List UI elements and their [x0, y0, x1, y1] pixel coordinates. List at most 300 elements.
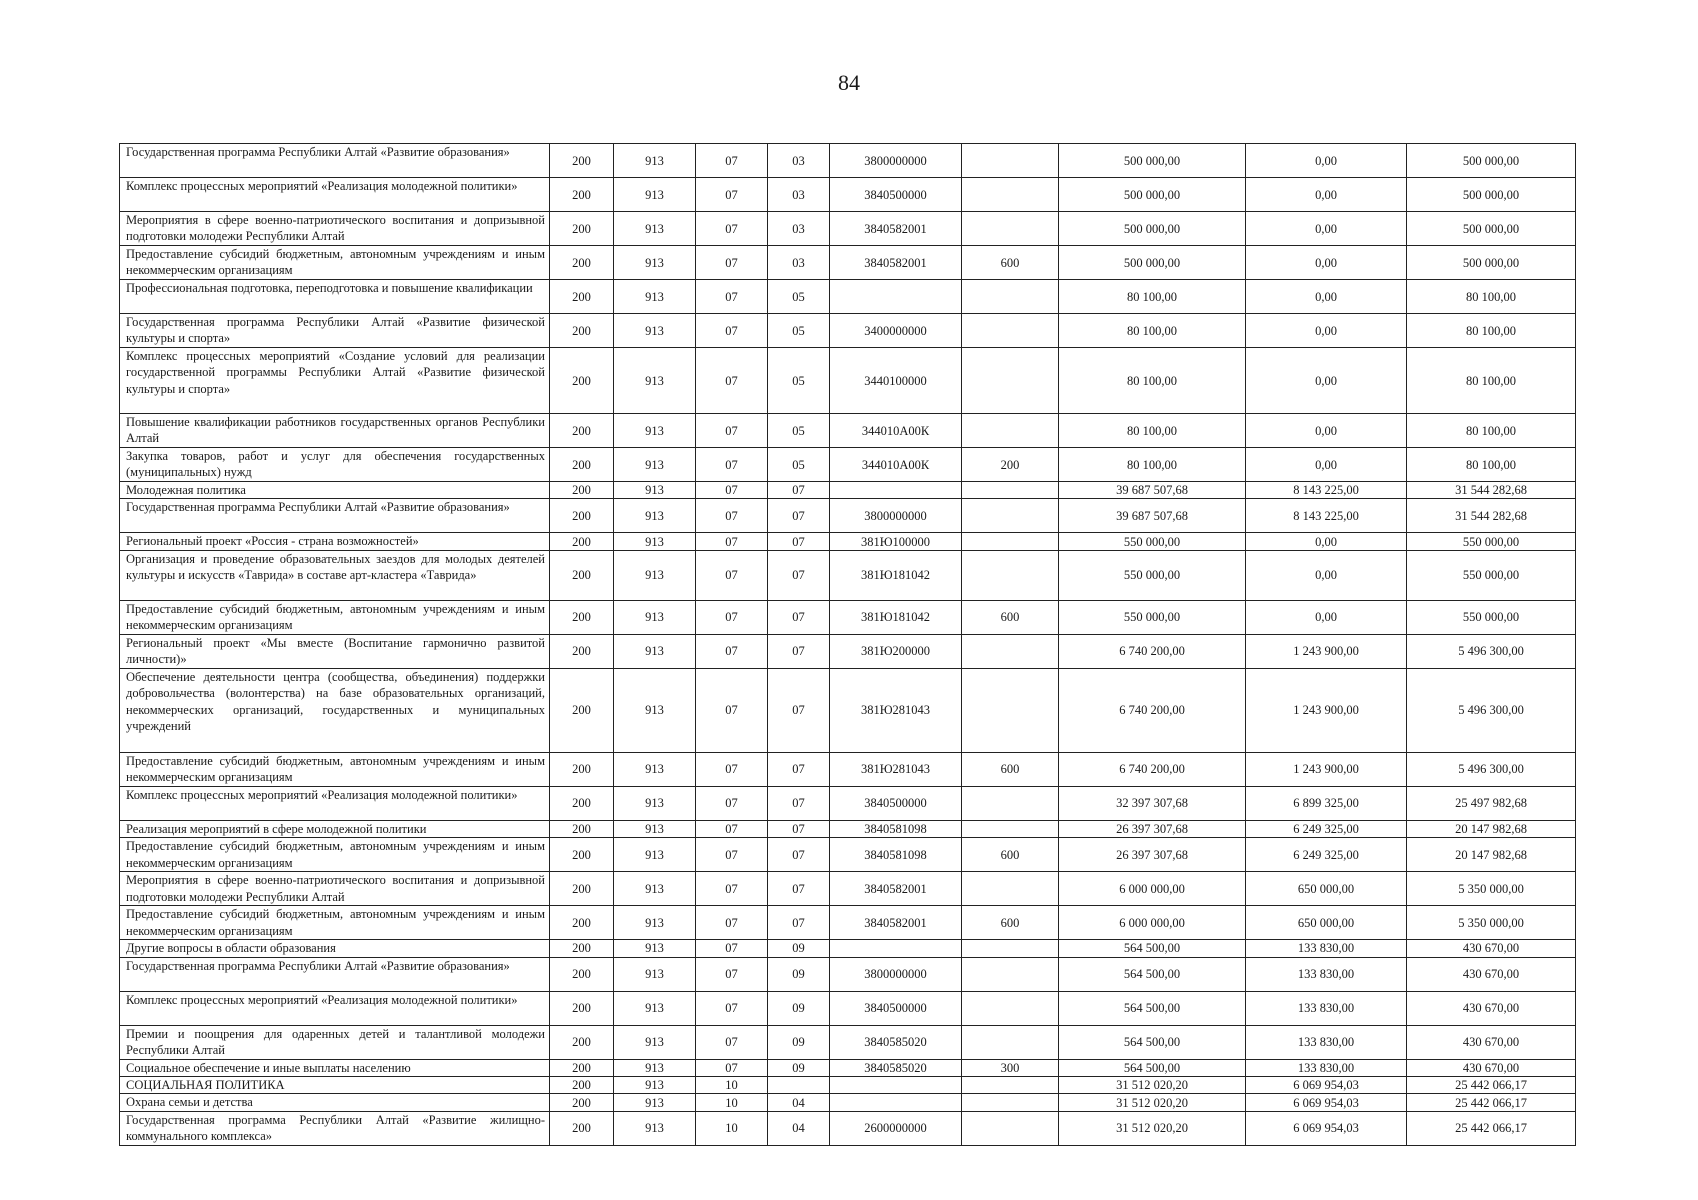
- section-code-cell: 200: [550, 348, 614, 414]
- total-amount-cell: 500 000,00: [1059, 144, 1246, 178]
- ministry-code-cell: 913: [614, 314, 696, 348]
- table-row: [120, 533, 1576, 550]
- regional-amount-cell: 430 670,00: [1407, 1059, 1576, 1076]
- expense-type-cell: [962, 820, 1059, 837]
- chapter-code-cell: 10: [696, 1111, 768, 1145]
- target-article-cell: [830, 482, 962, 499]
- expense-type-cell: [962, 212, 1059, 246]
- table-row: [120, 499, 1576, 533]
- target-article-cell: 381Ю100000: [830, 533, 962, 550]
- total-amount-cell: 6 740 200,00: [1059, 634, 1246, 668]
- table-row: [120, 838, 1576, 872]
- chapter-code-cell: 07: [696, 212, 768, 246]
- table-row: [120, 178, 1576, 212]
- regional-amount-cell: 500 000,00: [1407, 178, 1576, 212]
- expense-type-cell: 600: [962, 246, 1059, 280]
- total-amount-cell: 80 100,00: [1059, 448, 1246, 482]
- chapter-code-cell: 07: [696, 499, 768, 533]
- subsection-code-cell: 07: [768, 906, 830, 940]
- section-code-cell: 200: [550, 499, 614, 533]
- subsection-code-cell: 07: [768, 786, 830, 820]
- row-name-cell: Предоставление субсидий бюджетным, автономным учреждениям и иным некоммерческим организациям: [120, 600, 550, 634]
- subsection-code-cell: 07: [768, 634, 830, 668]
- chapter-code-cell: 07: [696, 786, 768, 820]
- row-name-cell: Другие вопросы в области образования: [120, 940, 550, 957]
- row-name-cell: Мероприятия в сфере военно-патриотического воспитания и допризывной подготовки молодежи Республики Алтай: [120, 212, 550, 246]
- row-name-cell: Региональный проект «Россия - страна возможностей»: [120, 533, 550, 550]
- federal-amount-cell: 0,00: [1246, 448, 1407, 482]
- target-article-cell: 3840500000: [830, 178, 962, 212]
- subsection-code-cell: 09: [768, 957, 830, 991]
- regional-amount-cell: 500 000,00: [1407, 144, 1576, 178]
- chapter-code-cell: 07: [696, 600, 768, 634]
- regional-amount-cell: 550 000,00: [1407, 600, 1576, 634]
- federal-amount-cell: 6 069 954,03: [1246, 1094, 1407, 1111]
- row-name-cell: Государственная программа Республики Алтай «Развитие образования»: [120, 144, 550, 178]
- table-row: [120, 348, 1576, 414]
- expense-type-cell: [962, 499, 1059, 533]
- section-code-cell: 200: [550, 414, 614, 448]
- chapter-code-cell: 07: [696, 957, 768, 991]
- chapter-code-cell: 07: [696, 634, 768, 668]
- ministry-code-cell: 913: [614, 838, 696, 872]
- regional-amount-cell: 25 442 066,17: [1407, 1111, 1576, 1145]
- subsection-code-cell: 09: [768, 1059, 830, 1076]
- chapter-code-cell: 07: [696, 448, 768, 482]
- regional-amount-cell: 25 497 982,68: [1407, 786, 1576, 820]
- row-name-cell: Предоставление субсидий бюджетным, автономным учреждениям и иным некоммерческим организациям: [120, 752, 550, 786]
- federal-amount-cell: 133 830,00: [1246, 991, 1407, 1025]
- row-name-cell: Комплекс процессных мероприятий «Реализация молодежной политики»: [120, 178, 550, 212]
- subsection-code-cell: 03: [768, 212, 830, 246]
- federal-amount-cell: 133 830,00: [1246, 957, 1407, 991]
- regional-amount-cell: 500 000,00: [1407, 246, 1576, 280]
- federal-amount-cell: 1 243 900,00: [1246, 668, 1407, 752]
- target-article-cell: 3840582001: [830, 906, 962, 940]
- chapter-code-cell: 07: [696, 906, 768, 940]
- federal-amount-cell: 6 069 954,03: [1246, 1077, 1407, 1094]
- federal-amount-cell: 0,00: [1246, 414, 1407, 448]
- regional-amount-cell: 80 100,00: [1407, 348, 1576, 414]
- row-name-cell: Региональный проект «Мы вместе (Воспитание гармонично развитой личности)»: [120, 634, 550, 668]
- row-name-cell: Повышение квалификации работников государственных органов Республики Алтай: [120, 414, 550, 448]
- total-amount-cell: 26 397 307,68: [1059, 838, 1246, 872]
- total-amount-cell: 6 740 200,00: [1059, 668, 1246, 752]
- total-amount-cell: 500 000,00: [1059, 178, 1246, 212]
- table-body: [120, 144, 1576, 1146]
- expense-type-cell: [962, 1077, 1059, 1094]
- section-code-cell: 200: [550, 906, 614, 940]
- row-name-cell: Комплекс процессных мероприятий «Создание условий для реализации государственной программы Республики Алтай «Развитие физической культуры и спорта»: [120, 348, 550, 414]
- expense-type-cell: [962, 786, 1059, 820]
- section-code-cell: 200: [550, 838, 614, 872]
- ministry-code-cell: 913: [614, 940, 696, 957]
- expense-type-cell: 600: [962, 600, 1059, 634]
- table-row: [120, 752, 1576, 786]
- federal-amount-cell: 133 830,00: [1246, 1059, 1407, 1076]
- chapter-code-cell: 07: [696, 533, 768, 550]
- expense-type-cell: [962, 957, 1059, 991]
- expense-type-cell: [962, 940, 1059, 957]
- section-code-cell: 200: [550, 600, 614, 634]
- table-row: [120, 482, 1576, 499]
- table-row: [120, 786, 1576, 820]
- total-amount-cell: 550 000,00: [1059, 550, 1246, 600]
- regional-amount-cell: 5 350 000,00: [1407, 872, 1576, 906]
- table-row: [120, 600, 1576, 634]
- expense-type-cell: [962, 348, 1059, 414]
- federal-amount-cell: 8 143 225,00: [1246, 499, 1407, 533]
- subsection-code-cell: 07: [768, 533, 830, 550]
- table-row: [120, 212, 1576, 246]
- target-article-cell: [830, 280, 962, 314]
- federal-amount-cell: 0,00: [1246, 314, 1407, 348]
- ministry-code-cell: 913: [614, 246, 696, 280]
- table-row: [120, 414, 1576, 448]
- target-article-cell: 3840582001: [830, 246, 962, 280]
- chapter-code-cell: 07: [696, 550, 768, 600]
- ministry-code-cell: 913: [614, 668, 696, 752]
- federal-amount-cell: 133 830,00: [1246, 940, 1407, 957]
- subsection-code-cell: 05: [768, 280, 830, 314]
- expense-type-cell: [962, 550, 1059, 600]
- table-row: [120, 1059, 1576, 1076]
- ministry-code-cell: 913: [614, 178, 696, 212]
- subsection-code-cell: 03: [768, 246, 830, 280]
- ministry-code-cell: 913: [614, 1111, 696, 1145]
- expense-type-cell: [962, 533, 1059, 550]
- expense-type-cell: 600: [962, 752, 1059, 786]
- total-amount-cell: 26 397 307,68: [1059, 820, 1246, 837]
- section-code-cell: 200: [550, 957, 614, 991]
- target-article-cell: 381Ю181042: [830, 550, 962, 600]
- ministry-code-cell: 913: [614, 786, 696, 820]
- section-code-cell: 200: [550, 634, 614, 668]
- section-code-cell: 200: [550, 1111, 614, 1145]
- chapter-code-cell: 10: [696, 1077, 768, 1094]
- total-amount-cell: 80 100,00: [1059, 314, 1246, 348]
- row-name-cell: Обеспечение деятельности центра (сообщества, объединения) поддержки добровольчества (волонтерства) на базе образовательных организаций, некоммерческих организаций, государственных и муниципальных учреждений: [120, 668, 550, 752]
- section-code-cell: 200: [550, 144, 614, 178]
- table-row: [120, 906, 1576, 940]
- expense-type-cell: 600: [962, 906, 1059, 940]
- expense-type-cell: [962, 414, 1059, 448]
- section-code-cell: 200: [550, 212, 614, 246]
- expense-type-cell: [962, 482, 1059, 499]
- subsection-code-cell: 07: [768, 820, 830, 837]
- row-name-cell: Премии и поощрения для одаренных детей и талантливой молодежи Республики Алтай: [120, 1025, 550, 1059]
- row-name-cell: Комплекс процессных мероприятий «Реализация молодежной политики»: [120, 786, 550, 820]
- chapter-code-cell: 07: [696, 482, 768, 499]
- ministry-code-cell: 913: [614, 482, 696, 499]
- chapter-code-cell: 07: [696, 668, 768, 752]
- chapter-code-cell: 07: [696, 752, 768, 786]
- regional-amount-cell: 5 496 300,00: [1407, 634, 1576, 668]
- total-amount-cell: 550 000,00: [1059, 600, 1246, 634]
- regional-amount-cell: 430 670,00: [1407, 991, 1576, 1025]
- total-amount-cell: 564 500,00: [1059, 1059, 1246, 1076]
- target-article-cell: 381Ю281043: [830, 752, 962, 786]
- table-row: [120, 634, 1576, 668]
- expense-type-cell: [962, 314, 1059, 348]
- target-article-cell: [830, 1077, 962, 1094]
- ministry-code-cell: 913: [614, 1059, 696, 1076]
- chapter-code-cell: 07: [696, 144, 768, 178]
- table-row: [120, 246, 1576, 280]
- section-code-cell: 200: [550, 820, 614, 837]
- row-name-cell: СОЦИАЛЬНАЯ ПОЛИТИКА: [120, 1077, 550, 1094]
- chapter-code-cell: 07: [696, 246, 768, 280]
- regional-amount-cell: 25 442 066,17: [1407, 1077, 1576, 1094]
- subsection-code-cell: 03: [768, 144, 830, 178]
- subsection-code-cell: 04: [768, 1094, 830, 1111]
- federal-amount-cell: 133 830,00: [1246, 1025, 1407, 1059]
- federal-amount-cell: 0,00: [1246, 348, 1407, 414]
- section-code-cell: 200: [550, 872, 614, 906]
- total-amount-cell: 39 687 507,68: [1059, 482, 1246, 499]
- target-article-cell: 3800000000: [830, 144, 962, 178]
- target-article-cell: 2600000000: [830, 1111, 962, 1145]
- chapter-code-cell: 07: [696, 1059, 768, 1076]
- target-article-cell: 3400000000: [830, 314, 962, 348]
- federal-amount-cell: 0,00: [1246, 550, 1407, 600]
- federal-amount-cell: 650 000,00: [1246, 872, 1407, 906]
- table-row: [120, 957, 1576, 991]
- ministry-code-cell: 913: [614, 872, 696, 906]
- target-article-cell: 344010А00К: [830, 414, 962, 448]
- chapter-code-cell: 07: [696, 940, 768, 957]
- subsection-code-cell: 07: [768, 600, 830, 634]
- target-article-cell: 3840581098: [830, 838, 962, 872]
- budget-table: [119, 143, 1576, 1146]
- row-name-cell: Государственная программа Республики Алтай «Развитие жилищно-коммунального комплекса»: [120, 1111, 550, 1145]
- total-amount-cell: 564 500,00: [1059, 991, 1246, 1025]
- federal-amount-cell: 650 000,00: [1246, 906, 1407, 940]
- expense-type-cell: [962, 668, 1059, 752]
- ministry-code-cell: 913: [614, 600, 696, 634]
- total-amount-cell: 31 512 020,20: [1059, 1077, 1246, 1094]
- regional-amount-cell: 5 350 000,00: [1407, 906, 1576, 940]
- expense-type-cell: [962, 1111, 1059, 1145]
- table-row: [120, 820, 1576, 837]
- federal-amount-cell: 6 249 325,00: [1246, 838, 1407, 872]
- total-amount-cell: 6 740 200,00: [1059, 752, 1246, 786]
- row-name-cell: Государственная программа Республики Алтай «Развитие образования»: [120, 499, 550, 533]
- ministry-code-cell: 913: [614, 414, 696, 448]
- regional-amount-cell: 20 147 982,68: [1407, 838, 1576, 872]
- table-row: [120, 448, 1576, 482]
- target-article-cell: 3800000000: [830, 957, 962, 991]
- expense-type-cell: [962, 1025, 1059, 1059]
- row-name-cell: Предоставление субсидий бюджетным, автономным учреждениям и иным некоммерческим организациям: [120, 906, 550, 940]
- table-row: [120, 1111, 1576, 1145]
- target-article-cell: 3840585020: [830, 1059, 962, 1076]
- target-article-cell: 3840500000: [830, 786, 962, 820]
- regional-amount-cell: 5 496 300,00: [1407, 752, 1576, 786]
- expense-type-cell: 600: [962, 838, 1059, 872]
- total-amount-cell: 31 512 020,20: [1059, 1111, 1246, 1145]
- section-code-cell: 200: [550, 1094, 614, 1111]
- section-code-cell: 200: [550, 482, 614, 499]
- table-row: [120, 550, 1576, 600]
- target-article-cell: 381Ю200000: [830, 634, 962, 668]
- section-code-cell: 200: [550, 280, 614, 314]
- regional-amount-cell: 80 100,00: [1407, 280, 1576, 314]
- ministry-code-cell: 913: [614, 144, 696, 178]
- federal-amount-cell: 8 143 225,00: [1246, 482, 1407, 499]
- target-article-cell: 3840582001: [830, 212, 962, 246]
- subsection-code-cell: 03: [768, 178, 830, 212]
- chapter-code-cell: 07: [696, 280, 768, 314]
- subsection-code-cell: 05: [768, 314, 830, 348]
- section-code-cell: 200: [550, 1059, 614, 1076]
- table-row: [120, 280, 1576, 314]
- target-article-cell: 3840581098: [830, 820, 962, 837]
- subsection-code-cell: 07: [768, 499, 830, 533]
- table-row: [120, 144, 1576, 178]
- row-name-cell: Комплекс процессных мероприятий «Реализация молодежной политики»: [120, 991, 550, 1025]
- section-code-cell: 200: [550, 752, 614, 786]
- page-number: 84: [838, 70, 860, 95]
- regional-amount-cell: 20 147 982,68: [1407, 820, 1576, 837]
- total-amount-cell: 6 000 000,00: [1059, 906, 1246, 940]
- ministry-code-cell: 913: [614, 448, 696, 482]
- target-article-cell: [830, 940, 962, 957]
- regional-amount-cell: 5 496 300,00: [1407, 668, 1576, 752]
- regional-amount-cell: 550 000,00: [1407, 550, 1576, 600]
- regional-amount-cell: 80 100,00: [1407, 414, 1576, 448]
- subsection-code-cell: 09: [768, 940, 830, 957]
- ministry-code-cell: 913: [614, 550, 696, 600]
- total-amount-cell: 564 500,00: [1059, 957, 1246, 991]
- section-code-cell: 200: [550, 786, 614, 820]
- subsection-code-cell: 07: [768, 872, 830, 906]
- total-amount-cell: 550 000,00: [1059, 533, 1246, 550]
- target-article-cell: 3440100000: [830, 348, 962, 414]
- subsection-code-cell: 07: [768, 482, 830, 499]
- ministry-code-cell: 913: [614, 634, 696, 668]
- table-row: [120, 1077, 1576, 1094]
- section-code-cell: 200: [550, 668, 614, 752]
- section-code-cell: 200: [550, 550, 614, 600]
- ministry-code-cell: 913: [614, 280, 696, 314]
- section-code-cell: 200: [550, 533, 614, 550]
- expense-type-cell: [962, 178, 1059, 212]
- subsection-code-cell: 07: [768, 752, 830, 786]
- target-article-cell: 381Ю281043: [830, 668, 962, 752]
- expense-type-cell: 300: [962, 1059, 1059, 1076]
- federal-amount-cell: 0,00: [1246, 600, 1407, 634]
- chapter-code-cell: 07: [696, 872, 768, 906]
- section-code-cell: 200: [550, 940, 614, 957]
- regional-amount-cell: 550 000,00: [1407, 533, 1576, 550]
- regional-amount-cell: 430 670,00: [1407, 1025, 1576, 1059]
- total-amount-cell: 39 687 507,68: [1059, 499, 1246, 533]
- table-row: [120, 668, 1576, 752]
- ministry-code-cell: 913: [614, 212, 696, 246]
- federal-amount-cell: 0,00: [1246, 178, 1407, 212]
- federal-amount-cell: 0,00: [1246, 280, 1407, 314]
- ministry-code-cell: 913: [614, 1077, 696, 1094]
- ministry-code-cell: 913: [614, 533, 696, 550]
- target-article-cell: 3840585020: [830, 1025, 962, 1059]
- federal-amount-cell: 6 069 954,03: [1246, 1111, 1407, 1145]
- row-name-cell: Предоставление субсидий бюджетным, автономным учреждениям и иным некоммерческим организациям: [120, 838, 550, 872]
- federal-amount-cell: 0,00: [1246, 246, 1407, 280]
- regional-amount-cell: 80 100,00: [1407, 314, 1576, 348]
- federal-amount-cell: 6 249 325,00: [1246, 820, 1407, 837]
- total-amount-cell: 564 500,00: [1059, 940, 1246, 957]
- section-code-cell: 200: [550, 1025, 614, 1059]
- table-row: [120, 314, 1576, 348]
- expense-type-cell: [962, 634, 1059, 668]
- chapter-code-cell: 07: [696, 1025, 768, 1059]
- subsection-code-cell: 04: [768, 1111, 830, 1145]
- target-article-cell: 381Ю181042: [830, 600, 962, 634]
- regional-amount-cell: 430 670,00: [1407, 957, 1576, 991]
- ministry-code-cell: 913: [614, 348, 696, 414]
- federal-amount-cell: 0,00: [1246, 533, 1407, 550]
- expense-type-cell: [962, 280, 1059, 314]
- expense-type-cell: [962, 872, 1059, 906]
- chapter-code-cell: 07: [696, 838, 768, 872]
- federal-amount-cell: 1 243 900,00: [1246, 752, 1407, 786]
- row-name-cell: Мероприятия в сфере военно-патриотического воспитания и допризывной подготовки молодежи Республики Алтай: [120, 872, 550, 906]
- chapter-code-cell: 07: [696, 178, 768, 212]
- row-name-cell: Организация и проведение образовательных заездов для молодых деятелей культуры и искусств «Таврида» в составе арт-кластера «Таврида»: [120, 550, 550, 600]
- row-name-cell: Реализация мероприятий в сфере молодежной политики: [120, 820, 550, 837]
- target-article-cell: 3800000000: [830, 499, 962, 533]
- expense-type-cell: [962, 991, 1059, 1025]
- regional-amount-cell: 31 544 282,68: [1407, 499, 1576, 533]
- expense-type-cell: [962, 1094, 1059, 1111]
- regional-amount-cell: 31 544 282,68: [1407, 482, 1576, 499]
- row-name-cell: Молодежная политика: [120, 482, 550, 499]
- target-article-cell: [830, 1094, 962, 1111]
- subsection-code-cell: 05: [768, 448, 830, 482]
- table-row: [120, 940, 1576, 957]
- federal-amount-cell: 0,00: [1246, 212, 1407, 246]
- regional-amount-cell: 25 442 066,17: [1407, 1094, 1576, 1111]
- ministry-code-cell: 913: [614, 1094, 696, 1111]
- total-amount-cell: 500 000,00: [1059, 246, 1246, 280]
- federal-amount-cell: 1 243 900,00: [1246, 634, 1407, 668]
- table-row: [120, 991, 1576, 1025]
- row-name-cell: Закупка товаров, работ и услуг для обеспечения государственных (муниципальных) нужд: [120, 448, 550, 482]
- section-code-cell: 200: [550, 1077, 614, 1094]
- table-row: [120, 872, 1576, 906]
- subsection-code-cell: 07: [768, 838, 830, 872]
- subsection-code-cell: 07: [768, 668, 830, 752]
- chapter-code-cell: 10: [696, 1094, 768, 1111]
- subsection-code-cell: [768, 1077, 830, 1094]
- expense-type-cell: [962, 144, 1059, 178]
- subsection-code-cell: 05: [768, 414, 830, 448]
- expense-type-cell: 200: [962, 448, 1059, 482]
- row-name-cell: Профессиональная подготовка, переподготовка и повышение квалификации: [120, 280, 550, 314]
- section-code-cell: 200: [550, 448, 614, 482]
- chapter-code-cell: 07: [696, 991, 768, 1025]
- section-code-cell: 200: [550, 178, 614, 212]
- row-name-cell: Предоставление субсидий бюджетным, автономным учреждениям и иным некоммерческим организациям: [120, 246, 550, 280]
- table-row: [120, 1025, 1576, 1059]
- federal-amount-cell: 0,00: [1246, 144, 1407, 178]
- ministry-code-cell: 913: [614, 957, 696, 991]
- table-row: [120, 1094, 1576, 1111]
- subsection-code-cell: 09: [768, 991, 830, 1025]
- chapter-code-cell: 07: [696, 414, 768, 448]
- ministry-code-cell: 913: [614, 991, 696, 1025]
